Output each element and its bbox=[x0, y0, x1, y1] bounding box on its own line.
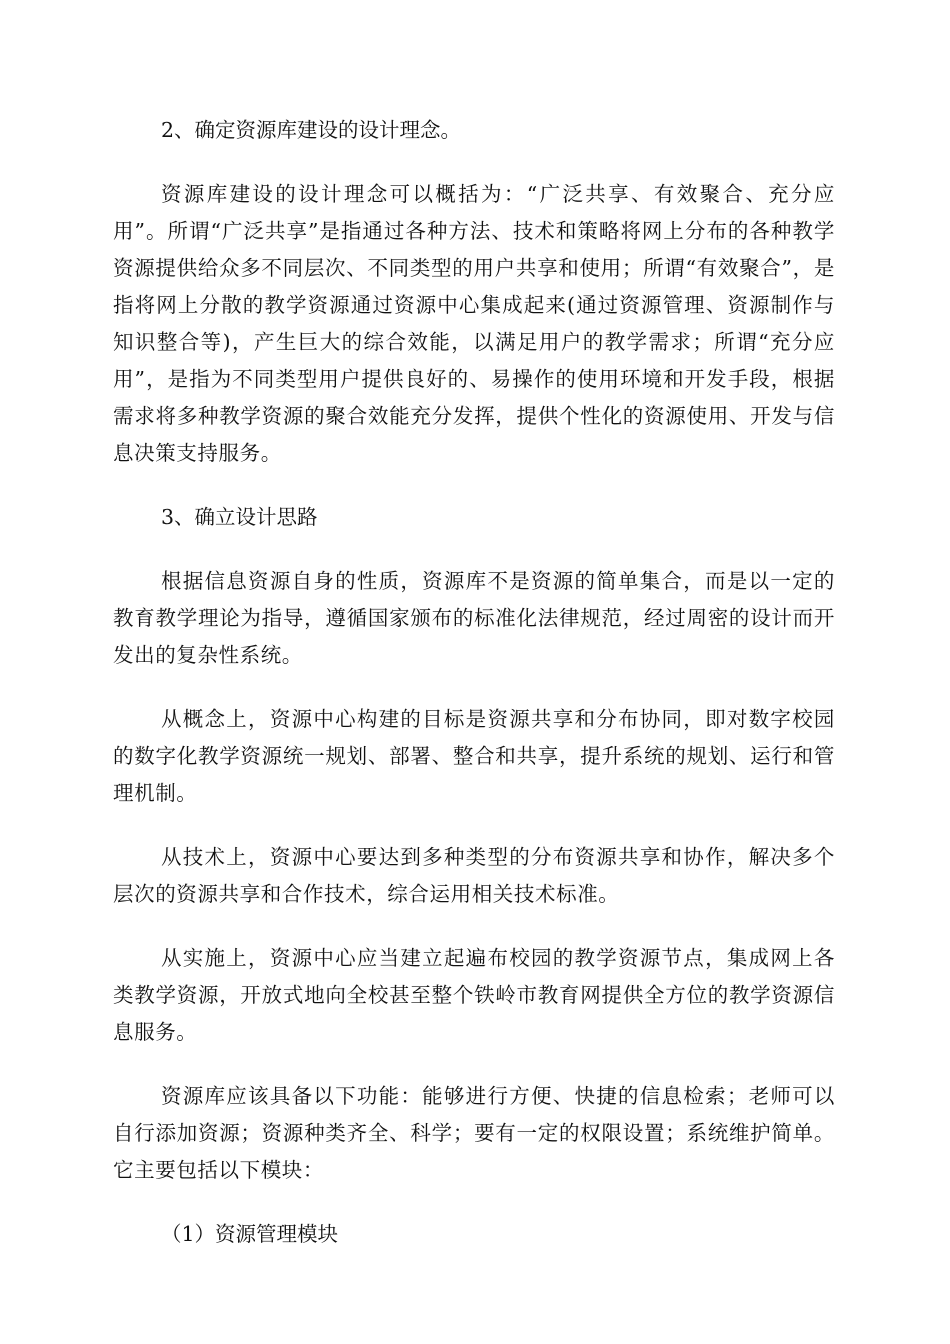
paragraph-design-concept: 资源库建设的设计理念可以概括为：“广泛共享、有效聚合、充分应用”。所谓“广泛共享”是指通过各种方法、技术和策略将网上分布的各种教学资源提供给众多不同层次、不同类型的用户共享和使用；所谓“有效聚合”，是指将网上分散的教学资源通过资源中心集成起来(通过资源管理、资源制作与知识整合等)，产生巨大的综合效能，以满足用户的教学需求；所谓“充分应用”，是指为不同类型用户提供良好的、易操作的使用环境和开发手段，根据需求将多种教学资源的聚合效能充分发挥，提供个性化的资源使用、开发与信息决策支持服务。 bbox=[113, 182, 835, 465]
paragraph-concept-level: 从概念上，资源中心构建的目标是资源共享和分布协同，即对数字校园的数字化教学资源统一规划、部署、整合和共享，提升系统的规划、运行和管理机制。 bbox=[113, 707, 835, 805]
paragraph-required-functions: 资源库应该具备以下功能：能够进行方便、快捷的信息检索；老师可以自行添加资源；资源种类齐全、科学；要有一定的权限设置；系统维护简单。它主要包括以下模块： bbox=[113, 1084, 835, 1182]
spacer bbox=[113, 472, 835, 499]
spacer bbox=[113, 913, 835, 940]
spacer bbox=[113, 1051, 835, 1078]
spacer bbox=[113, 1189, 835, 1216]
paragraph-resource-nature: 根据信息资源自身的性质，资源库不是资源的简单集合，而是以一定的教育教学理论为指导，遵循国家颁布的标准化法律规范，经过周密的设计而开发出的复杂性系统。 bbox=[113, 569, 835, 667]
section-heading-design-concept: 2、确定资源库建设的设计理念。 bbox=[161, 118, 462, 142]
spacer bbox=[113, 536, 835, 563]
sub-heading-resource-management-module: （1）资源管理模块 bbox=[161, 1222, 339, 1246]
paragraph-implementation-level: 从实施上，资源中心应当建立起遍布校园的教学资源节点，集成网上各类教学资源，开放式地向全校甚至整个铁岭市教育网提供全方位的教学资源信息服务。 bbox=[113, 946, 835, 1044]
paragraph-technical-level: 从技术上，资源中心要达到多种类型的分布资源共享和协作，解决多个层次的资源共享和合作技术，综合运用相关技术标准。 bbox=[113, 845, 835, 906]
spacer bbox=[113, 149, 835, 176]
spacer bbox=[113, 674, 835, 701]
document-body bbox=[113, 112, 835, 1253]
spacer bbox=[113, 812, 835, 839]
section-heading-design-approach: 3、确立设计思路 bbox=[161, 505, 318, 529]
